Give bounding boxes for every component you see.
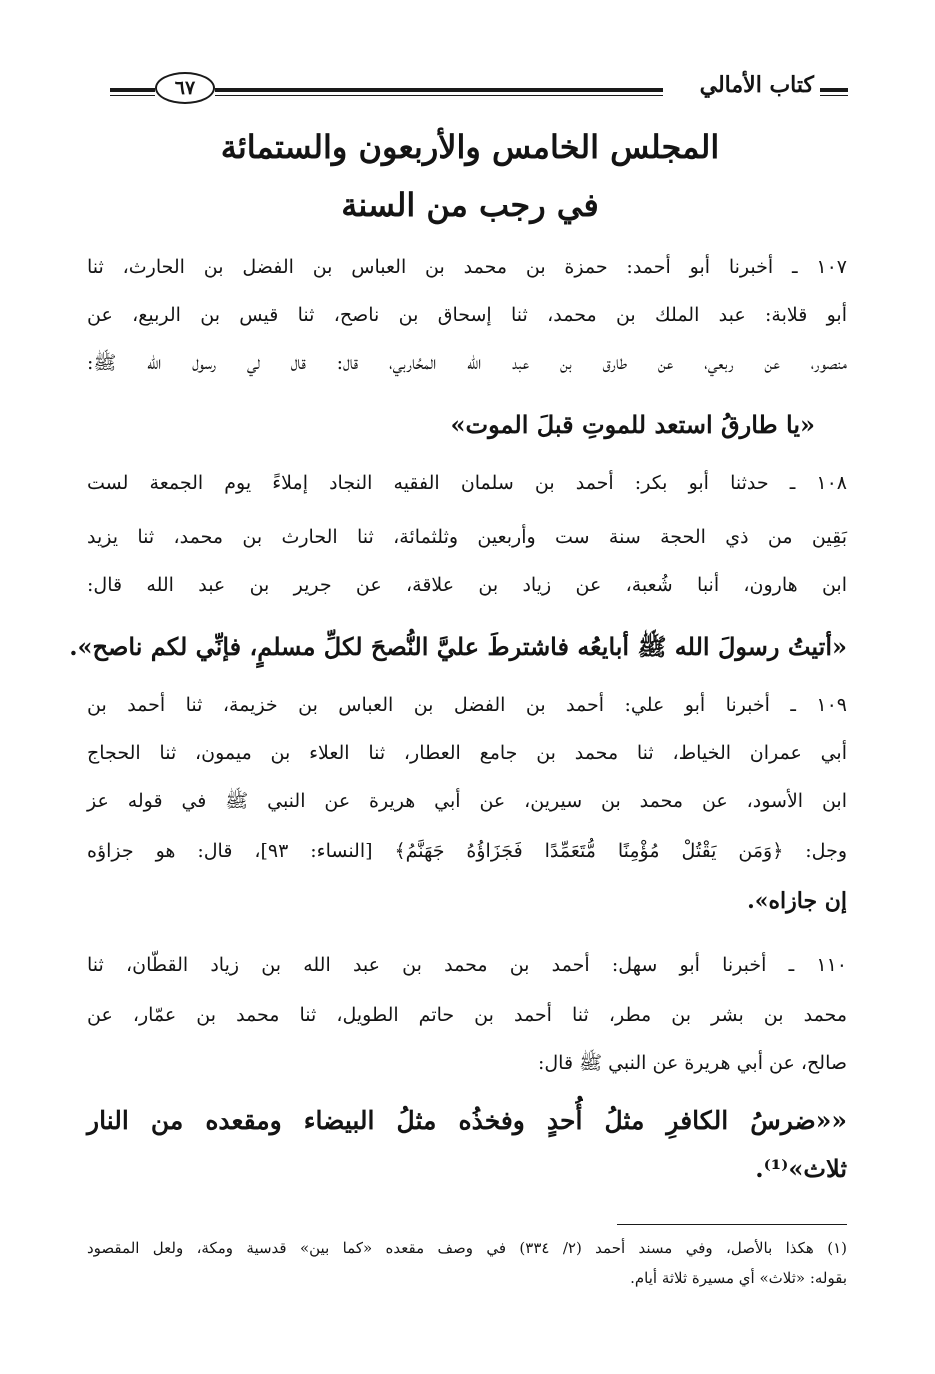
body-line: ابن الأسود، عن محمد بن سيرين، عن أبي هريرة عن النبي ﷺ في قوله عز [87, 790, 847, 812]
hadith-quote: «أتيتُ رسولَ الله ﷺ أبايعُه فاشترطَ عليَّ النُّصحَ لكلِّ مسلمٍ، فإنِّي لكم ناصح». [69, 632, 847, 661]
footnote: (١) هكذا بالأصل، وفي مسند أحمد (٢/ ٣٣٤) في وصف مقعده «كما بين» قدسية ومكة، ولعل المقصود [87, 1239, 847, 1257]
footnote: بقوله: «ثلاث» أي مسيرة ثلاثة أيام. [630, 1269, 847, 1287]
page-header [110, 68, 848, 110]
header-rule [215, 88, 663, 92]
body-line: أبي عمران الخياط، ثنا محمد بن جامع العطار، ثنا العلاء بن ميمون، ثنا الحجاج [87, 742, 847, 764]
body-line: صالح، عن أبي هريرة عن النبي ﷺ قال: [537, 1052, 847, 1074]
hadith-quote: ««ضرسُ الكافرِ مثلُ أُحدٍ وفخذُه مثلُ البيضاء ومقعده من النار [87, 1106, 847, 1135]
body-line: ١١٠ ـ أخبرنا أبو سهل: أحمد بن محمد بن عبد الله بن زياد القطّان، ثنا [87, 954, 847, 976]
header-rule [215, 95, 663, 96]
hadith-quote: ثلاث»⁽¹⁾. [755, 1154, 847, 1183]
body-line: ابن هارون، أنبا شُعبة، عن زياد بن علاقة، عن جرير بن عبد الله قال: [87, 574, 847, 596]
body-line: محمد بن بشر بن مطر، ثنا أحمد بن حاتم الطويل، ثنا محمد بن عمّار، عن [87, 1004, 847, 1026]
body-line: منصور، عن ربعي، عن طارق بن عبد الله المحُاربي، قال: قال لي رسول الله ﷺ: [87, 352, 847, 374]
chapter-title: المجلس الخامس والأربعون والستمائة [220, 128, 720, 166]
body-line: ١٠٨ ـ حدثنا أبو بكر: أحمد بن سلمان الفقيه النجاد إملاءً يوم الجمعة لست [87, 472, 847, 494]
header-rule [820, 88, 848, 92]
hadith-quote: «يا طارقُ استعد للموتِ قبلَ الموت» [450, 410, 815, 439]
header-rule [110, 88, 155, 92]
body-line: وجل: ﴿وَمَن يَقْتُلْ مُؤْمِنًا مُّتَعَمِّدًا فَجَزَاؤُهُ جَهَنَّمُ﴾ [النساء: ٩٣]، قال: هو جزاؤه [87, 840, 847, 862]
page-number: ٦٧ [155, 72, 215, 104]
chapter-subtitle: في رجب من السنة [341, 186, 599, 224]
body-line: بَقِين من ذي الحجة سنة ست وأربعين وثلثمائة، ثنا الحارث بن محمد، ثنا يزيد [87, 526, 847, 548]
footnote-separator [617, 1224, 847, 1225]
body-line: ١٠٧ ـ أخبرنا أبو أحمد: حمزة بن محمد بن العباس بن الفضل بن الحارث، ثنا [87, 256, 847, 278]
running-title: كتاب الأمالي [699, 72, 814, 98]
header-rule [110, 95, 155, 96]
header-rule [820, 95, 848, 96]
body-line: ١٠٩ ـ أخبرنا أبو علي: أحمد بن الفضل بن العباس بن خزيمة، ثنا أحمد بن [87, 694, 847, 716]
body-line: إن جازاه». [747, 888, 847, 914]
body-line: أبو قلابة: عبد الملك بن محمد، ثنا إسحاق بن ناصح، ثنا قيس بن الربيع، عن [87, 304, 847, 326]
